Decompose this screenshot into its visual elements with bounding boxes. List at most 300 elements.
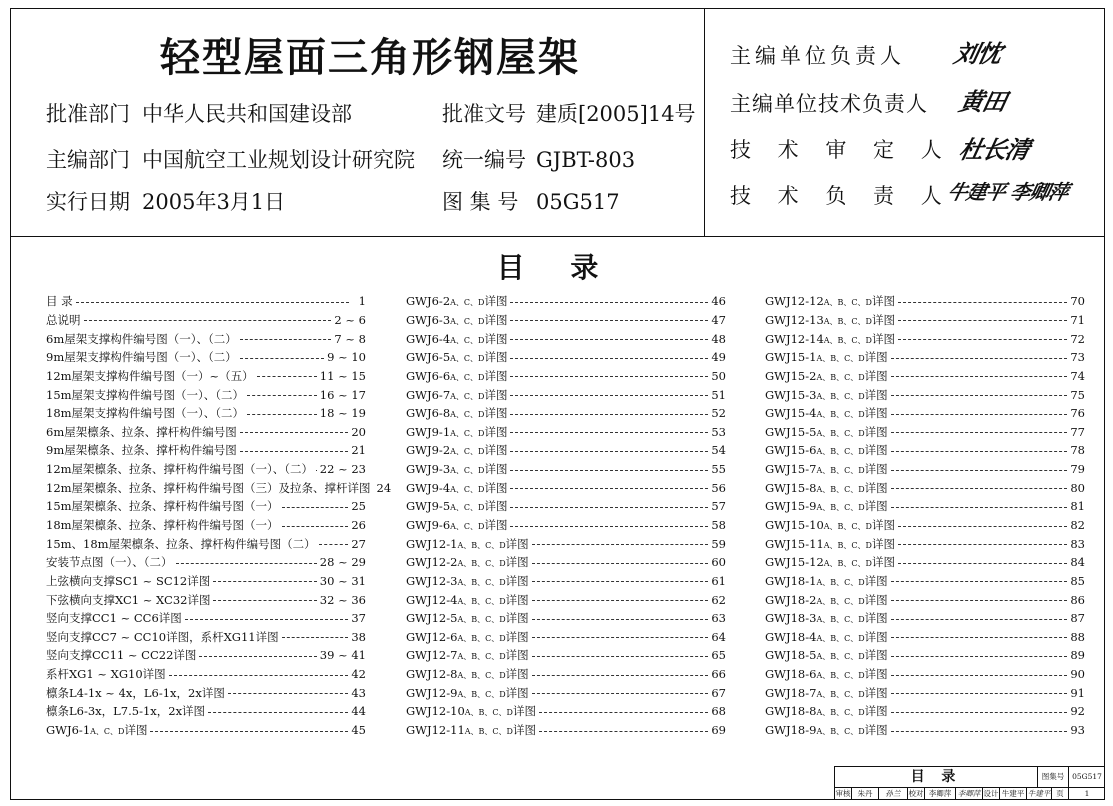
toc-entry-variants: A、B、C、D (457, 596, 506, 606)
toc-entry-suffix: 详图 (871, 536, 895, 551)
toc-entry-title (406, 573, 529, 589)
toc-entry-title (406, 442, 507, 458)
toc-entry-suffix: 详图 (864, 406, 888, 421)
toc-column-2 (406, 292, 726, 739)
toc-entry-variants: A、B、C、D (816, 466, 865, 476)
toc-entry-page: 85 (1070, 573, 1085, 588)
toc-leader (240, 339, 332, 340)
toc-leader (891, 712, 1068, 713)
toc-entry (406, 590, 726, 609)
toc-leader (891, 637, 1068, 638)
toc-entry-code: 竖向支撑CC7 ~ CC10详图，系杆XG11详图 (46, 629, 279, 644)
toc-entry-code: 檩条L6-3x，L7.5-1x，2x详图 (46, 704, 206, 719)
toc-entry (406, 572, 726, 591)
toc-entry-variants: A、B、C、D (823, 559, 872, 569)
toc-entry-code: 12m屋架檩条、拉条、撑杆构件编号图（一）、（二） (46, 462, 314, 477)
toc-entry-page: 60 (711, 555, 726, 570)
toc-entry-page: 65 (711, 648, 726, 663)
title-block-design-signature: 牛建平 (1027, 789, 1051, 798)
toc-entry-suffix: 详图 (484, 350, 508, 365)
toc-leader (84, 320, 332, 321)
toc-leader (891, 451, 1068, 452)
toc-entry-code: GWJ12-13 (765, 312, 824, 327)
toc-entry-title (406, 424, 507, 440)
toc-leader (213, 600, 316, 601)
toc-entry-variants: A、C、D (450, 447, 485, 457)
toc-entry-suffix: 详图 (484, 331, 508, 346)
toc-entry-page: 90 (1070, 667, 1085, 682)
toc-entry-page: 91 (1070, 685, 1085, 700)
responsible-label: 技 术 负 责 人 (730, 184, 952, 208)
toc-entry (406, 292, 726, 311)
signature-chief-unit: 刘忱 (951, 39, 1004, 68)
toc-leader (247, 395, 317, 396)
toc-entry-page: 59 (711, 536, 726, 551)
toc-entry-page: 46 (711, 294, 726, 309)
toc-entry-suffix: 详图 (864, 667, 888, 682)
toc-entry-title (765, 536, 895, 552)
toc-entry-title (406, 554, 529, 570)
toc-entry-code: 6m屋架支撑构件编号图（一）、（二） (46, 331, 237, 346)
toc-entry-suffix: 详图 (505, 648, 529, 663)
toc-leader (240, 451, 349, 452)
info-label: 统一编号 (442, 148, 526, 172)
toc-entry-title (46, 331, 237, 347)
toc-entry-page: 25 (351, 499, 366, 514)
toc-leader (510, 507, 708, 508)
toc-leader (510, 358, 708, 359)
title-block-check-label: 校对 (908, 789, 924, 798)
toc-entry-code: GWJ6-3 (406, 312, 451, 327)
toc-entry-code: GWJ18-1 (765, 573, 817, 588)
toc-entry-code: GWJ6-6 (406, 368, 451, 383)
toc-entry-page: 69 (711, 723, 726, 738)
toc-entry (406, 516, 726, 535)
toc-entry-title (765, 293, 895, 309)
toc-entry-page: 54 (711, 443, 726, 458)
toc-entry (765, 628, 1085, 647)
toc-entry-title (765, 517, 895, 533)
title-block-check-signature: 李卿萍 (956, 788, 983, 800)
toc-entry (765, 553, 1085, 572)
title-block-atlas-no: 05G517 (1069, 767, 1105, 788)
toc-entry-title (406, 536, 529, 552)
toc-leader (176, 563, 317, 564)
info-value: 05G517 (536, 190, 620, 214)
toc-entry-variants: A、B、C、D (816, 633, 865, 643)
toc-entry-title (765, 442, 888, 458)
toc-entry (406, 422, 726, 441)
toc-entry-suffix: 详图 (871, 294, 895, 309)
toc-entry (765, 478, 1085, 497)
toc-entry-code: GWJ12-5 (406, 611, 458, 626)
toc-entry-variants: A、B、C、D (457, 633, 506, 643)
toc-entry-page: 81 (1070, 499, 1085, 514)
toc-entry (46, 348, 366, 367)
toc-entry-page: 92 (1070, 704, 1085, 719)
toc-entry-suffix: 详图 (864, 499, 888, 514)
info-label: 批准部门 (46, 102, 130, 126)
toc-leader (150, 731, 348, 732)
toc-entry-suffix: 详图 (484, 294, 508, 309)
toc-entry (765, 665, 1085, 684)
toc-entry-title (406, 498, 507, 514)
toc-entry-suffix: 详图 (484, 443, 508, 458)
toc-entry-code: 系杆XG1 ~ XG10详图 (46, 667, 166, 682)
toc-leader (891, 488, 1068, 489)
toc-leader (510, 302, 708, 303)
toc-entry (46, 553, 366, 572)
toc-entry-code: GWJ6-1 (46, 723, 91, 738)
toc-entry-page: 84 (1070, 555, 1085, 570)
toc-entry-page: 38 (351, 629, 366, 644)
toc-entry-variants: A、B、C、D (816, 596, 865, 606)
toc-entry-suffix: 详图 (871, 555, 895, 570)
header-divider (10, 236, 1105, 237)
toc-entry-page: 62 (711, 592, 726, 607)
toc-entry-code: GWJ15-1 (765, 350, 817, 365)
info-label: 批准文号 (442, 102, 526, 126)
toc-entry-title (765, 592, 888, 608)
toc-leader (240, 432, 349, 433)
title-block-design-label: 设计 (983, 789, 999, 798)
toc-entry-code: GWJ15-5 (765, 424, 817, 439)
toc-entry-page: 48 (711, 331, 726, 346)
toc-leader (240, 358, 324, 359)
toc-leader (76, 302, 349, 303)
toc-entry-page: 83 (1070, 536, 1085, 551)
toc-entry-variants: A、B、C、D (816, 708, 865, 718)
toc-leader (199, 656, 316, 657)
toc-entry-variants: A、C、D (450, 428, 485, 438)
toc-entry-title (406, 610, 529, 626)
toc-entry-variants: A、B、C、D (816, 484, 865, 494)
toc-leader (282, 526, 349, 527)
toc-entry-title (46, 312, 81, 328)
toc-leader (532, 675, 709, 676)
toc-entry-title (46, 498, 279, 514)
toc-entry-code: GWJ12-6 (406, 629, 458, 644)
toc-entry (765, 385, 1085, 404)
toc-entry-title (46, 368, 254, 384)
toc-entry-title (406, 405, 507, 421)
info-value: 2005年3月1日 (142, 190, 286, 214)
toc-entry-suffix: 详图 (864, 611, 888, 626)
toc-entry-title (765, 405, 888, 421)
title-block-design-name: 牛建平 (1000, 788, 1027, 800)
toc-entry-suffix: 详图 (864, 387, 888, 402)
toc-entry-suffix: 详图 (864, 685, 888, 700)
toc-entry-title (765, 312, 895, 328)
toc-entry-page: 78 (1070, 443, 1085, 458)
toc-entry-code: GWJ12-14 (765, 331, 824, 346)
toc-entry-code: 15m、18m屋架檩条、拉条、撑杆构件编号图（二） (46, 536, 316, 551)
toc-entry-title (46, 461, 313, 477)
toc-entry-title (46, 293, 73, 309)
toc-leader (510, 451, 708, 452)
toc-entry-title (46, 349, 237, 365)
toc-entry-title (765, 703, 888, 719)
toc-entry-page: 93 (1070, 723, 1085, 738)
toc-entry-code: 18m屋架檩条、拉条、撑杆构件编号图（一） (46, 518, 279, 532)
toc-leader (510, 320, 708, 321)
toc-entry-variants: A、B、C、D (816, 689, 865, 699)
toc-entry-code: GWJ6-7 (406, 387, 451, 402)
toc-entry-variants: A、B、C、D (816, 372, 865, 382)
toc-entry (46, 628, 366, 647)
toc-leader (891, 581, 1068, 582)
toc-entry-variants: A、B、C、D (457, 615, 506, 625)
toc-entry-code: GWJ18-8 (765, 704, 817, 719)
toc-entry-code: GWJ9-5 (406, 499, 451, 514)
toc-entry-code: 12m屋架檩条、拉条、撑杆构件编号图（三）及拉条、撑杆详图 (46, 480, 371, 495)
toc-entry-code: GWJ6-5 (406, 350, 451, 365)
responsible-label: 技 术 审 定 人 (730, 138, 952, 162)
toc-entry (46, 460, 366, 479)
toc-leader (532, 544, 709, 545)
toc-entry-title (406, 331, 507, 347)
toc-entry-code: GWJ15-7 (765, 462, 817, 477)
toc-entry (46, 385, 366, 404)
toc-entry-title (406, 722, 536, 738)
toc-entry (765, 572, 1085, 591)
info-label: 实行日期 (46, 190, 130, 214)
toc-entry-variants: A、B、C、D (816, 428, 865, 438)
toc-entry-variants: A、B、C、D (457, 652, 506, 662)
toc-entry (46, 311, 366, 330)
toc-entry-title (46, 573, 210, 589)
title-block-page-label: 页 (1052, 788, 1069, 800)
info-unified-no (442, 144, 635, 174)
toc-entry-code: GWJ6-4 (406, 331, 451, 346)
toc-entry-variants: A、C、D (450, 503, 485, 513)
toc-entry-code: GWJ12-9 (406, 685, 458, 700)
toc-entry-variants: A、B、C、D (464, 727, 513, 737)
toc-entry (46, 534, 366, 553)
toc-entry-code: 12m屋架支撑构件编号图（一）~（五） (46, 368, 254, 383)
toc-entry-suffix: 详图 (505, 592, 529, 607)
toc-entry-page: 79 (1070, 462, 1085, 477)
toc-entry (765, 329, 1085, 348)
toc-entry (46, 441, 366, 460)
toc-entry-title (46, 405, 244, 421)
toc-entry-code: 下弦横向支撑XC1 ~ XC32详图 (46, 592, 211, 607)
toc-entry-page: 21 (351, 443, 366, 458)
title-block (834, 766, 1105, 800)
toc-entry-suffix: 详图 (864, 648, 888, 663)
toc-entry (406, 460, 726, 479)
toc-entry-code: GWJ15-3 (765, 387, 817, 402)
toc-entry-page: 67 (711, 685, 726, 700)
toc-entry-suffix: 详图 (124, 723, 148, 738)
toc-entry-title (406, 312, 507, 328)
toc-entry-page: 2 ~ 6 (334, 312, 366, 327)
toc-entry-suffix: 详图 (871, 312, 895, 327)
info-atlas-no (442, 186, 620, 216)
toc-leader (510, 376, 708, 377)
toc-leader (898, 563, 1067, 564)
toc-column-1 (46, 292, 392, 739)
toc-entry (765, 367, 1085, 386)
toc-entry-variants: A、C、D (450, 522, 485, 531)
toc-entry-page: 58 (711, 518, 726, 532)
toc-entry-code: GWJ12-2 (406, 555, 458, 570)
toc-entry-suffix: 详图 (505, 555, 529, 570)
toc-entry-code: 目 录 (46, 294, 73, 309)
toc-entry (406, 534, 726, 553)
toc-leader (532, 656, 709, 657)
toc-entry-code: 15m屋架檩条、拉条、撑杆构件编号图（一） (46, 499, 279, 514)
toc-entry (406, 311, 726, 330)
toc-leader (891, 675, 1068, 676)
toc-entry-code: GWJ12-4 (406, 592, 458, 607)
toc-entry-title (765, 480, 888, 496)
toc-entry-variants: A、B、C、D (816, 354, 865, 364)
info-value: 建质[2005]14号 (536, 102, 696, 126)
toc-entry (765, 534, 1085, 553)
toc-entry-variants: A、B、C、D (823, 335, 872, 345)
toc-entry-suffix: 详图 (505, 629, 529, 644)
toc-entry-code: 竖向支撑CC11 ~ CC22详图 (46, 648, 197, 663)
toc-entry-variants: A、B、C、D (816, 652, 865, 662)
toc-entry (765, 311, 1085, 330)
toc-entry-page: 32 ~ 36 (319, 592, 366, 607)
toc-entry-title (406, 387, 507, 403)
signature-tech-lead: 牛建平 李卿萍 (945, 180, 1071, 204)
toc-entry-suffix: 详图 (484, 368, 508, 383)
toc-entry-page: 39 ~ 41 (319, 648, 366, 663)
toc-entry (406, 385, 726, 404)
header-vertical-divider (704, 8, 705, 236)
toc-leader (898, 302, 1067, 303)
toc-leader (228, 693, 349, 694)
toc-entry-title (406, 703, 536, 719)
toc-leader (532, 581, 709, 582)
toc-entry (765, 441, 1085, 460)
toc-entry-code: 15m屋架支撑构件编号图（一）、（二） (46, 387, 245, 402)
toc-entry-title (406, 293, 507, 309)
toc-entry-suffix: 详图 (512, 704, 536, 719)
toc-entry (46, 422, 366, 441)
toc-entry-code: GWJ6-8 (406, 406, 451, 421)
toc-entry-code: GWJ9-1 (406, 424, 451, 439)
toc-entry-page: 27 (351, 536, 366, 551)
toc-entry-variants: A、C、D (450, 410, 485, 420)
toc-entry-page: 75 (1070, 387, 1085, 402)
toc-entry-variants: A、C、D (450, 484, 485, 494)
toc-entry-page: 37 (351, 611, 366, 626)
toc-leader (898, 320, 1067, 321)
info-approval-no (442, 98, 696, 128)
toc-entry-suffix: 详图 (864, 629, 888, 644)
toc-entry (765, 683, 1085, 702)
toc-entry-suffix: 详图 (484, 387, 508, 402)
toc-entry-title (765, 461, 888, 477)
toc-entry-page: 22 ~ 23 (319, 462, 366, 477)
title-block-page-no: 1 (1084, 789, 1090, 798)
toc-leader (891, 414, 1068, 415)
toc-entry (406, 665, 726, 684)
toc-entry-title (406, 349, 507, 365)
toc-entry-suffix: 详图 (484, 518, 508, 532)
toc-entry-title (406, 517, 507, 533)
toc-leader (169, 675, 349, 676)
toc-entry-code: GWJ9-4 (406, 480, 451, 495)
toc-entry (765, 609, 1085, 628)
toc-entry (46, 665, 366, 684)
toc-entry-page: 43 (351, 685, 366, 700)
toc-entry-suffix: 详图 (505, 667, 529, 682)
info-value: 中华人民共和国建设部 (142, 102, 352, 126)
toc-entry-code: 安装节点图（一）、（二） (46, 555, 173, 570)
toc-entry-page: 47 (711, 312, 726, 327)
toc-leader (510, 395, 708, 396)
responsible-label: 主编单位技术负责人 (730, 92, 928, 116)
toc-entry-page: 86 (1070, 592, 1085, 607)
info-value: GJBT-803 (536, 148, 636, 172)
toc-entry-code: GWJ6-2 (406, 294, 451, 309)
toc-entry-page: 56 (711, 480, 726, 495)
toc-entry-variants: A、B、C、D (816, 615, 865, 625)
toc-entry-page: 51 (711, 387, 726, 402)
toc-leader (539, 731, 708, 732)
toc-leader (319, 544, 349, 545)
toc-entry (406, 683, 726, 702)
toc-entry (406, 553, 726, 572)
toc-entry-code: GWJ12-11 (406, 723, 465, 738)
toc-entry (406, 628, 726, 647)
toc-entry-variants: A、B、C、D (823, 540, 872, 550)
title-block-atlas-label: 图集号 (1038, 767, 1069, 788)
toc-leader (208, 712, 348, 713)
toc-entry (46, 516, 366, 535)
title-block-review-name: 朱丹 (852, 788, 879, 800)
toc-entry (406, 478, 726, 497)
toc-entry (765, 292, 1085, 311)
toc-entry (46, 572, 366, 591)
toc-entry-variants: A、B、C、D (457, 689, 506, 699)
toc-entry-page: 9 ~ 10 (327, 350, 366, 365)
toc-entry (765, 404, 1085, 423)
toc-entry-page: 28 ~ 29 (319, 555, 366, 570)
toc-entry-title (46, 442, 237, 458)
toc-entry-title (46, 703, 205, 719)
toc-entry-title (765, 424, 888, 440)
toc-entry-title (765, 349, 888, 365)
toc-entry-title (46, 554, 173, 570)
toc-entry (765, 702, 1085, 721)
toc-entry-code: GWJ12-8 (406, 667, 458, 682)
toc-entry-suffix: 详图 (484, 480, 508, 495)
toc-entry-page: 64 (711, 629, 726, 644)
title-block-name: 目 录 (835, 767, 1038, 788)
info-approval-dept (46, 98, 352, 128)
toc-entry-title (765, 610, 888, 626)
toc-entry-code: 9m屋架支撑构件编号图（一）、（二） (46, 350, 237, 365)
toc-entry-suffix: 详图 (505, 536, 529, 551)
toc-entry-code: GWJ15-6 (765, 443, 817, 458)
toc-entry-code: GWJ18-6 (765, 667, 817, 682)
toc-leader (532, 600, 709, 601)
signature-chief-tech: 黄田 (956, 87, 1009, 116)
toc-entry (406, 441, 726, 460)
toc-entry-code: 9m屋架檩条、拉条、撑杆构件编号图 (46, 443, 237, 458)
toc-entry-title (406, 685, 529, 701)
toc-entry-variants: A、B、C、D (816, 671, 865, 681)
toc-leader (891, 619, 1068, 620)
toc-entry-title (46, 666, 166, 682)
toc-leader (891, 600, 1068, 601)
